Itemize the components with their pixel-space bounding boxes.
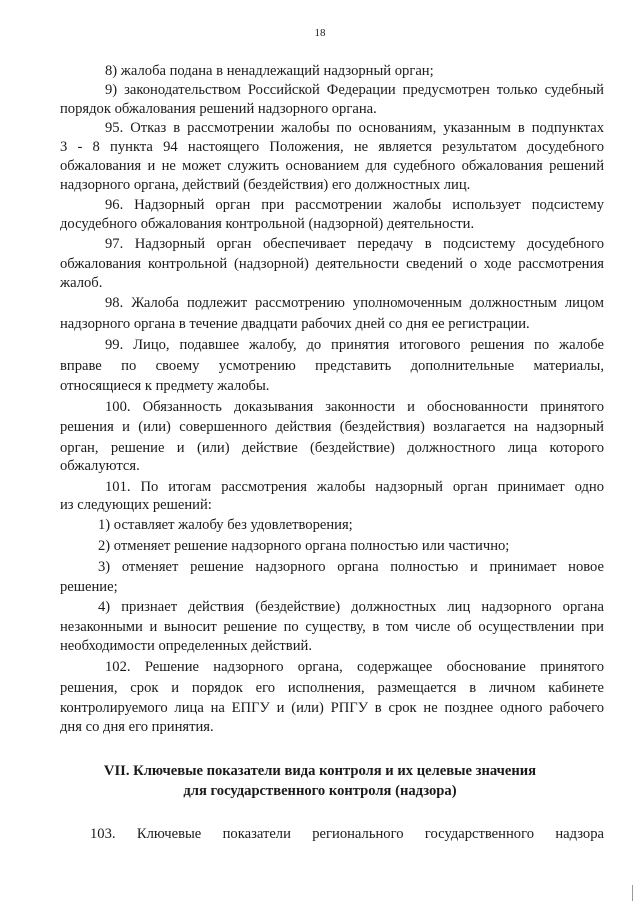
section-heading-line: для государственного контроля (надзора) [183, 783, 457, 799]
text-line: 102. Решение надзорного органа, содержащее обоснование принятого [105, 659, 604, 675]
text-line: 100. Обязанность доказывания законности и обоснованности принятого [105, 399, 604, 415]
text-line: 98. Жалоба подлежит рассмотрению уполномоченным должностным лицом [105, 295, 604, 311]
text-line: порядок обжалования решений надзорного органа. [60, 101, 377, 117]
text-line: незаконными и выносит решение по существу, в том числе об осуществлении при [60, 619, 604, 635]
text-line: из следующих решений: [60, 497, 212, 513]
text-line: надзорного органа в течение двадцати рабочих дней со дня ее регистрации. [60, 316, 530, 332]
text-line: необходимости определенных действий. [60, 638, 312, 654]
text-line: обжалуются. [60, 458, 140, 474]
scan-edge-mark [632, 885, 633, 901]
text-line: дня со дня его принятия. [60, 719, 214, 735]
text-line: обжалования и не может служить основанием для судебного обжалования решений [60, 158, 604, 174]
text-line: 96. Надзорный орган при рассмотрении жалобы использует подсистему [105, 197, 604, 213]
text-line: 101. По итогам рассмотрения жалобы надзорный орган принимает одно [105, 479, 604, 495]
text-line: 99. Лицо, подавшее жалобу, до принятия итогового решения по жалобе [105, 337, 604, 353]
text-line: 8) жалоба подана в ненадлежащий надзорный орган; [105, 63, 434, 79]
text-line: досудебного обжалования контрольной (надзорной) деятельности. [60, 216, 475, 232]
text-line: 95. Отказ в рассмотрении жалобы по основаниям, указанным в подпунктах [105, 120, 604, 136]
text-line: орган, решение и (или) действие (бездействие) должностного лица которого [60, 440, 604, 456]
text-line: 1) оставляет жалобу без удовлетворения; [98, 517, 353, 533]
text-line: контролируемого лица на ЕПГУ и (или) РПГУ в срок не позднее одного рабочего [60, 700, 604, 716]
text-line: 2) отменяет решение надзорного органа полностью или частично; [98, 538, 510, 554]
text-line: решение; [60, 579, 118, 595]
text-line: относящиеся к предмету жалобы. [60, 378, 270, 394]
page-number: 18 [314, 27, 326, 39]
text-line: 97. Надзорный орган обеспечивает передачу в подсистему досудебного [105, 236, 604, 252]
text-line: жалоб. [60, 275, 103, 291]
text-line: надзорного органа, действий (бездействия) его должностных лиц. [60, 177, 471, 193]
section-heading-line: VII. Ключевые показатели вида контроля и их целевые значения [103, 763, 537, 779]
text-line: 3 - 8 пункта 94 настоящего Положения, не является результатом досудебного [60, 139, 604, 155]
text-line: 4) признает действия (бездействие) должностных лиц надзорного органа [98, 599, 604, 615]
text-line: 9) законодательством Российской Федерации предусмотрен только судебный [105, 82, 604, 98]
text-line: решения и (или) совершенного действия (бездействия) возлагается на надзорный [60, 419, 604, 435]
text-line: 103. Ключевые показатели регионального государственного надзора [90, 826, 604, 842]
text-line: вправе по своему усмотрению представить дополнительные материалы, [60, 358, 604, 374]
text-line: решения, срок и порядок его исполнения, размещается в личном кабинете [60, 680, 604, 696]
text-line: 3) отменяет решение надзорного органа полностью и принимает новое [98, 559, 604, 575]
text-line: обжалования контрольной (надзорной) деятельности сведений о ходе рассмотрения [60, 256, 604, 272]
